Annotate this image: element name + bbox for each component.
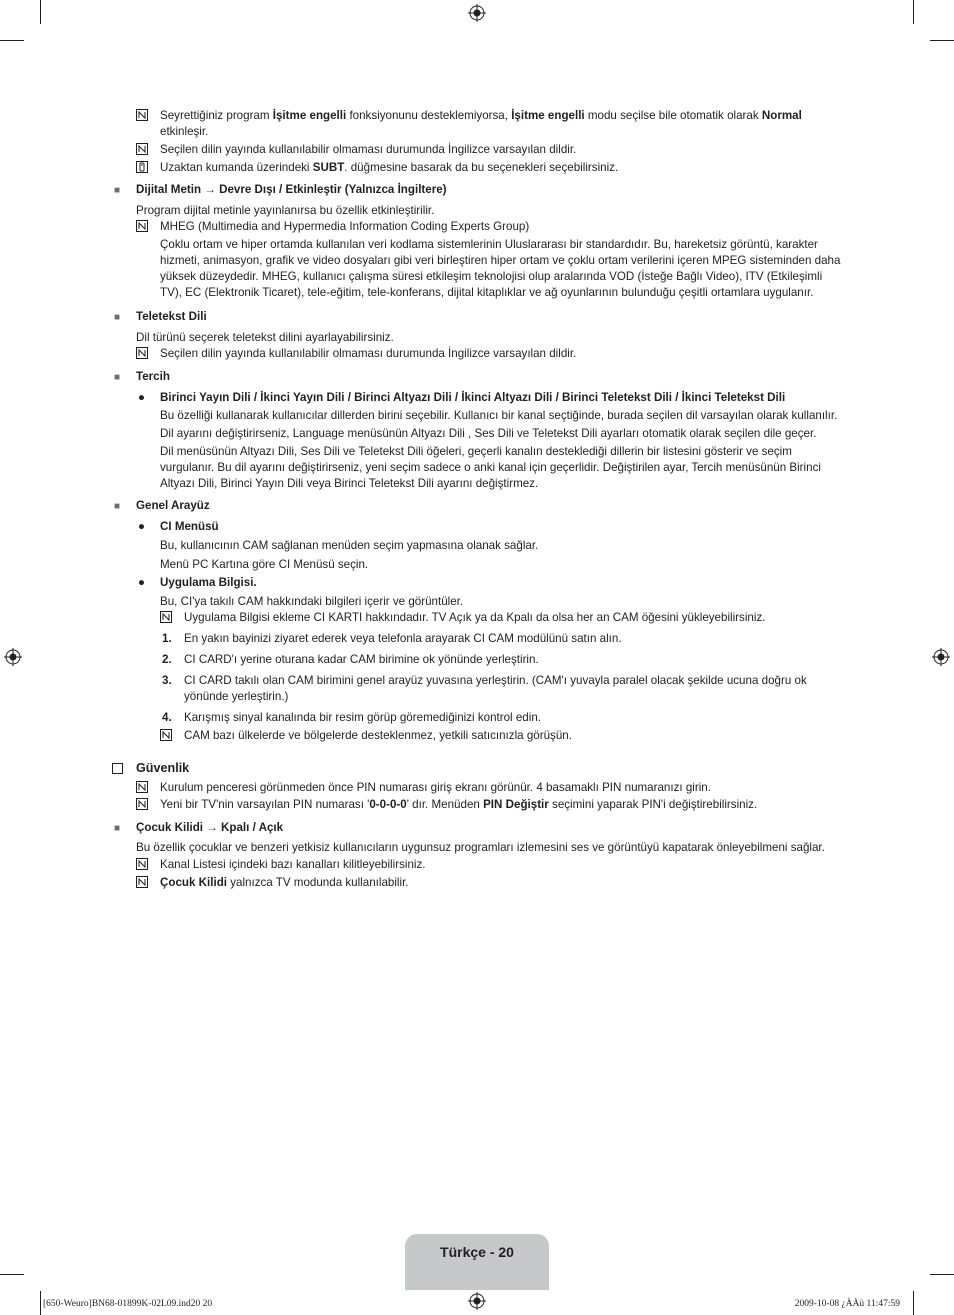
heading-text: Dijital Metin → Devre Dışı / Etkinleştir (Yalnızca İngiltere) bbox=[136, 183, 447, 196]
bullet-language-options bbox=[112, 390, 842, 406]
crop-mark bbox=[930, 40, 954, 41]
text: . düğmesine basarak da bu seçenekleri seçebilirsiniz. bbox=[344, 161, 619, 174]
step-text: Karışmış sinyal kanalında bir resim görüp göremediğinizi kontrol edin. bbox=[184, 711, 541, 724]
step-number: 4. bbox=[162, 711, 172, 724]
bullet-application-info bbox=[112, 575, 842, 591]
bullet-dot-icon: ● bbox=[138, 576, 146, 589]
step-item bbox=[112, 710, 842, 726]
heading-preference bbox=[112, 369, 842, 385]
heading-common-interface bbox=[112, 498, 842, 514]
heading-digital-text bbox=[112, 182, 842, 198]
note-default-language bbox=[112, 142, 842, 158]
page-content bbox=[112, 108, 842, 891]
print-slug-right: 2009-10-08 ¿ÀÀü 11:47:59 bbox=[794, 1299, 900, 1309]
text-bold: Normal bbox=[761, 109, 802, 122]
step-number: 3. bbox=[162, 674, 172, 687]
crop-mark bbox=[40, 0, 41, 24]
checkbox-bullet-icon bbox=[112, 763, 123, 774]
text-bold: Çocuk Kilidi bbox=[160, 876, 227, 889]
note-icon bbox=[160, 611, 172, 623]
crop-mark bbox=[930, 1274, 954, 1275]
text: Seçilen dilin yayında kullanılabilir olmaması durumunda İngilizce varsayılan dildir. bbox=[160, 347, 577, 360]
text: seçimini yaparak PIN'i değiştirebilirsiniz. bbox=[548, 798, 758, 811]
text-bold: PIN Değiştir bbox=[483, 798, 549, 811]
paragraph: Menü PC Kartına göre CI Menüsü seçin. bbox=[160, 558, 369, 571]
paragraph: Bu, CI'ya takılı CAM hakkındaki bilgileri içerir ve görüntüler. bbox=[160, 595, 464, 608]
text-bold: İşitme engelli bbox=[272, 109, 347, 122]
section-title: Güvenlik bbox=[136, 761, 190, 775]
crop-mark bbox=[0, 1274, 24, 1275]
text: Uygulama Bilgisi. bbox=[160, 576, 257, 589]
paragraph: Çoklu ortam ve hiper ortamda kullanılan veri kodlama sistemlerinin Uluslararası bir standardıdır. Bu, hareketsiz görüntü, karakter hizmeti, animasyon, grafik ve video dosyaları gibi veri birleştiren hiper ortam ve çoklu ortam verilerini içeren MPEG sisteminden daha yüksek düzeydedir. MHEG, kullanıcı çalışma süresi etkileşim teknolojisi olup aralarında VOD (İsteğe Bağlı Video), ITV (Etkileşimli TV), EC (Elektronik Ticaret), tele-eğitim, tele-konferans, dijital kitaplıklar ve ağ oyunlarının bulunduğu çeşitli ortamlara uygulanır. bbox=[160, 238, 841, 299]
remote-icon bbox=[136, 161, 148, 173]
square-bullet-icon: ■ bbox=[114, 823, 121, 834]
step-item bbox=[112, 631, 842, 647]
heading-text: Tercih bbox=[136, 370, 170, 383]
note-icon bbox=[136, 798, 148, 810]
note-child-lock-tv bbox=[112, 875, 842, 891]
text-bold: 0-0-0-0 bbox=[369, 798, 407, 811]
text: ' dır. Menüden bbox=[406, 798, 484, 811]
registration-mark-icon bbox=[468, 4, 486, 22]
note-application-info bbox=[112, 610, 842, 626]
paragraph: Bu özelliği kullanarak kullanıcılar dillerden birini seçebilir. Kullanıcı bir kanal seçtiğinde, burada seçilen dil varsayılan olarak kullanılır. bbox=[160, 409, 838, 422]
registration-mark-icon bbox=[468, 1292, 486, 1310]
step-item bbox=[112, 652, 842, 668]
note-icon bbox=[136, 347, 148, 359]
text: Seçilen dilin yayında kullanılabilir olmaması durumunda İngilizce varsayılan dildir. bbox=[160, 143, 577, 156]
note-icon bbox=[136, 876, 148, 888]
note-default-pin bbox=[112, 797, 842, 813]
text: Seyrettiğiniz program bbox=[160, 109, 273, 122]
text: Birinci Yayın Dili / İkinci Yayın Dili / Birinci Altyazı Dili / İkinci Altyazı Dili / Birinci Teletekst Dili / İkinci Teletekst Dili bbox=[160, 391, 786, 404]
note-icon bbox=[136, 781, 148, 793]
text: Yeni bir TV'nin varsayılan PIN numarası ' bbox=[160, 798, 370, 811]
paragraph: Program dijital metinle yayınlanırsa bu özellik etkinleştirilir. bbox=[136, 204, 435, 217]
paragraph: Dil menüsünün Altyazı Dili, Ses Dili ve Teletekst Dili öğeleri, geçerli kanalın desteklediği dillerin bir listesini gösterir ve seçim vurgulanır. Bu dil ayarını değiştirirseniz, yeni seçim sadece o anki kanal için geçerlidir. Değiştirilen ayar, Tercih menüsünün Birinci Altyazı Dili, Birinci Yayın Dili veya Birinci Teletekst Dili ayarını değiştirmez. bbox=[160, 445, 821, 490]
step-text: CI CARD'ı yerine oturana kadar CAM birimine ok yönünde yerleştirin. bbox=[184, 653, 539, 666]
crop-mark bbox=[913, 1291, 914, 1315]
note-cam-support bbox=[112, 728, 842, 744]
text: CAM bazı ülkelerde ve bölgelerde desteklenmez, yetkili satıcınızla görüşün. bbox=[184, 729, 572, 742]
step-number: 2. bbox=[162, 653, 172, 666]
crop-mark bbox=[913, 0, 914, 24]
text: fonksiyonunu desteklemiyorsa, bbox=[346, 109, 512, 122]
registration-mark-icon bbox=[932, 648, 950, 666]
step-number: 1. bbox=[162, 632, 172, 645]
text: Kurulum penceresi görünmeden önce PIN numarası giriş ekranı görünür. 4 basamaklı PIN numaranızı girin. bbox=[160, 781, 711, 794]
step-text: CI CARD takılı olan CAM birimini genel arayüz yuvasına yerleştirin. (CAM'ı yuvayla paralel olacak şekilde ucuna doğru ok yönünde yerleştirin.) bbox=[184, 674, 807, 703]
crop-mark bbox=[40, 1291, 41, 1315]
paragraph: Bu özellik çocuklar ve benzeri yetkisiz kullanıcıların uygunsuz programları izlemesini ses ve görüntüyü kapatarak önleyebilmeni sağlar. bbox=[136, 841, 825, 854]
note-hearing-impaired bbox=[112, 108, 842, 140]
square-bullet-icon: ■ bbox=[114, 372, 121, 383]
crop-mark bbox=[0, 40, 24, 41]
text: MHEG (Multimedia and Hypermedia Information Coding Experts Group) bbox=[160, 220, 530, 233]
heading-child-lock bbox=[112, 820, 842, 836]
bullet-dot-icon: ● bbox=[138, 520, 146, 533]
page-number-tab bbox=[405, 1234, 549, 1290]
text-bold: SUBT bbox=[312, 161, 345, 174]
bullet-dot-icon: ● bbox=[138, 391, 146, 404]
page-number: Türkçe - 20 bbox=[440, 1244, 514, 1260]
note-teletext-default bbox=[112, 346, 842, 362]
heading-text: Çocuk Kilidi → Kpalı / Açık bbox=[136, 821, 284, 834]
square-bullet-icon: ■ bbox=[114, 185, 121, 196]
note-icon bbox=[136, 109, 148, 121]
text: Uzaktan kumanda üzerindeki bbox=[160, 161, 313, 174]
text: yalnızca TV modunda kullanılabilir. bbox=[227, 876, 409, 889]
note-icon bbox=[136, 220, 148, 232]
heading-text: Teletekst Dili bbox=[136, 310, 207, 323]
paragraph: Bu, kullanıcının CAM sağlanan menüden seçim yapmasına olanak sağlar. bbox=[160, 539, 539, 552]
heading-teletext-language bbox=[112, 309, 842, 325]
note-icon bbox=[136, 143, 148, 155]
text: Uygulama Bilgisi ekleme CI KARTI hakkındadır. TV Açık ya da Kpalı da olsa her an CAM öğesini yükleyebilirsiniz. bbox=[184, 611, 766, 624]
paragraph: Dil türünü seçerek teletekst dilini ayarlayabilirsiniz. bbox=[136, 331, 394, 344]
square-bullet-icon: ■ bbox=[114, 312, 121, 323]
bullet-ci-menu bbox=[112, 519, 842, 535]
text: etkinleşir. bbox=[160, 125, 209, 138]
note-icon bbox=[160, 729, 172, 741]
section-security bbox=[112, 760, 842, 776]
paragraph: Dil ayarını değiştirirseniz, Language menüsünün Altyazı Dili , Ses Dili ve Teletekst Dili ayarları otomatik olarak seçilen dile geçer. bbox=[160, 427, 817, 440]
text: CI Menüsü bbox=[160, 520, 219, 533]
note-subt-button bbox=[112, 160, 842, 176]
print-slug-left: [650-Weuro]BN68-01899K-02L09.ind20 20 bbox=[43, 1299, 213, 1309]
text-bold: İşitme engelli bbox=[511, 109, 585, 122]
note-mheg bbox=[112, 219, 842, 235]
note-icon bbox=[136, 858, 148, 870]
heading-text: Genel Arayüz bbox=[136, 499, 210, 512]
text: modu seçilse bile otomatik olarak bbox=[584, 109, 762, 122]
note-channel-lock bbox=[112, 857, 842, 873]
step-item bbox=[112, 673, 842, 705]
note-pin-entry bbox=[112, 780, 842, 796]
square-bullet-icon: ■ bbox=[114, 501, 121, 512]
text: Kanal Listesi içindeki bazı kanalları kilitleyebilirsiniz. bbox=[160, 858, 426, 871]
registration-mark-icon bbox=[4, 648, 22, 666]
step-text: En yakın bayinizi ziyaret ederek veya telefonla arayarak CI CAM modülünü satın alın. bbox=[184, 632, 622, 645]
